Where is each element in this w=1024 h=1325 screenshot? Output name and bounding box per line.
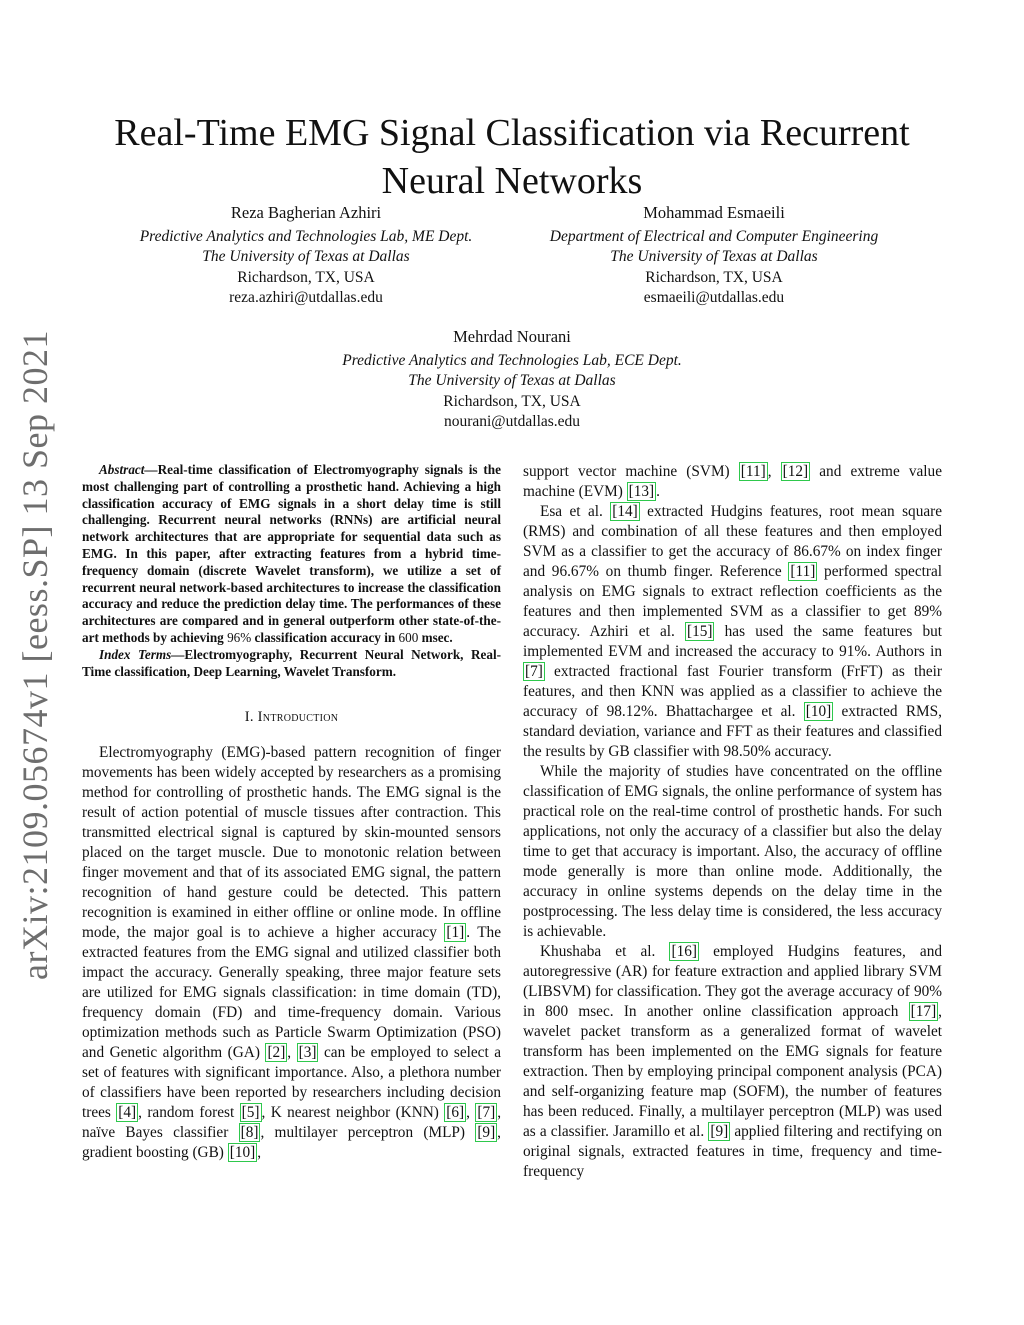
citation-link[interactable]: [13] xyxy=(628,483,655,500)
text-run: support vector machine (SVM) xyxy=(523,463,730,480)
left-column xyxy=(82,462,501,1163)
abstract-mid: classification accuracy in xyxy=(254,629,396,645)
citation-link[interactable]: [6] xyxy=(446,1104,465,1122)
text-run: . The extracted features from the EMG signal and utilized classifier both impact the accuracy. Generally speaking, three major feature sets are utilized for EMG signals classification: in time domain (TD), frequency domain (FD) and time-frequency domain. Various optimization methods such as Particle Swarm Optimization (PSO) and Genetic algorithm (GA) xyxy=(82,924,501,1062)
text-run: extracted Hudgins features, root mean square (RMS) and combination of all these features and then employed SVM as a classifier to get the accuracy of 86.67% on index finger and 96.67% on thumb finger. Reference xyxy=(523,503,943,580)
text-run: , multilayer perceptron (MLP) xyxy=(260,1124,466,1142)
citation-link[interactable]: [7] xyxy=(525,663,543,680)
author-block-2 xyxy=(520,203,908,309)
text-run: , gradient boosting (GB) xyxy=(82,1124,501,1162)
abstract-delay: 600 xyxy=(398,629,419,645)
citation-link[interactable]: [9] xyxy=(710,1123,729,1140)
intro-paragraph: Electromyography (EMG)-based pattern recognition of finger movements has been widely accepted by researchers as a promising method for controlling of prosthetic hands. The EMG signal is the result of action potential of muscle tissues after contraction. This transmitted electrical signal is captured by skin-mounted sensors placed on the target muscle. Due to monotonic relation between finger movement and that of its associated EMG signal, the pattern recognition of hand gesture could be detected. This pattern recognition is examined in either offline or online mode. In offline mode, the major goal is to achieve a higher accuracy [1] . The extracted features from the EMG signal and utilized classifier both impact the accuracy. Generally speaking, three major feature sets are utilized for EMG signals classification: in time domain (TD), frequency domain (FD) and time-frequency domain. Various optimization methods such as Particle Swarm Optimization (PSO) and Genetic algorithm (GA) [2] , [3] can be employed to select a set of features with significant importance. Also, a plethora number of classifiers have been reported by researchers including decision trees [4] , random forest [5] , K nearest neighbor (KNN) [6] , [7] , naïve Bayes classifier [8] , multilayer perceptron (MLP) [9] , gradient boosting (GB) [10] , xyxy=(82,744,502,1162)
author-dept: Predictive Analytics and Technologies Lab, ECE Dept. xyxy=(342,351,682,369)
citation-link[interactable]: [16] xyxy=(671,943,697,960)
citation-link[interactable]: [14] xyxy=(612,503,638,520)
text-run: extracted RMS, standard deviation, variance and FFT as their features and classified the results by GB classifier with 98.50% accuracy. xyxy=(523,703,942,760)
text-run: Electromyography (EMG)-based pattern recognition of finger movements has been widely accepted by researchers as a promising method for controlling of prosthetic hands. The EMG signal is the result of action potential of muscle tissues after contraction. This transmitted electrical signal is captured by skin-mounted sensors placed on the target muscle. Due to monotonic relation between finger movement and that of its associated EMG signal, the pattern recognition of hand gesture could be detected. This pattern recognition is examined in either offline or online mode. In offline mode, the major goal is to achieve a higher accuracy xyxy=(82,744,501,942)
author-block-1 xyxy=(112,203,500,309)
citation-link[interactable]: [5] xyxy=(241,1104,260,1122)
citation-link[interactable]: [12] xyxy=(782,463,809,480)
text-run: , wavelet packet transform as a generalized format of wavelet transform has been implemented on the EMG signals for feature extraction. Then by employing principal component analysis (PCA) and self-organizing feature map (SOFM), the number of features has been reduced. Finally, a multilayer perceptron (MLP) was used as a classifier. Jaramillo et al. xyxy=(523,1003,942,1140)
text-run: extracted fractional fast Fourier transform (FrFT) as their features, and then KNN was applied as a classifier to achieve the accuracy of 98.12%. Bhattachargee et al. xyxy=(523,663,942,720)
right-column xyxy=(523,462,942,1182)
author-university: The University of Texas at Dallas xyxy=(408,372,616,389)
citation-link[interactable]: [2] xyxy=(267,1044,286,1062)
author-name: Reza Bagherian Azhiri xyxy=(230,203,382,222)
abstract-label: Abstract— xyxy=(99,462,158,477)
text-run: , naïve Bayes classifier xyxy=(82,1104,502,1142)
body-paragraph xyxy=(523,942,942,1182)
text-run: employed Hudgins features, and autoregressive (AR) for feature extraction and applied library SVM (LIBSVM) for classification. They got the average accuracy of 90% in 800 msec. In another online classification approach xyxy=(523,943,942,1020)
section-heading: I. Introduction xyxy=(244,709,339,726)
text-run: applied filtering and rectifying on original signals, extracted features in time, frequency and time-frequency xyxy=(523,1123,943,1180)
arxiv-identifier-text: arXiv:2109.05674v1 [eess.SP] 13 Sep 2021 xyxy=(15,330,55,980)
text-run: has used the same features but implemented EVM and increased the accuracy to 91%. Authors in xyxy=(523,623,942,660)
citation-link[interactable]: [11] xyxy=(740,463,766,480)
citation-link[interactable]: [15] xyxy=(686,623,713,640)
author-city: Richardson, TX, USA xyxy=(443,392,581,410)
citation-link[interactable]: [10] xyxy=(229,1144,256,1162)
index-terms-label: Index Terms— xyxy=(99,646,185,662)
body-paragraph: While the majority of studies have concentrated on the offline classification of EMG signals, the online performance of system has practical role on the real-time control of prosthetic hands. For such applications, not only the accuracy of a classifier but also the delay time to get that accuracy is important. Also, the accuracy of offline mode generally is more than online mode. Additionally, the accuracy in online systems depends on the delay time in the postprocessing. The less delay time is considered, the less accuracy is achievable. xyxy=(523,763,942,940)
index-terms-text: Electromyography, Recurrent Neural Network, Real-Time classification, Deep Learning, Wavelet Transform. xyxy=(82,646,501,679)
author-city: Richardson, TX, USA xyxy=(237,268,375,286)
index-terms xyxy=(82,647,501,681)
citation-link[interactable]: [10] xyxy=(805,703,832,720)
author-block-3 xyxy=(290,327,734,433)
body-paragraph xyxy=(523,502,942,762)
citation-link[interactable]: [8] xyxy=(240,1124,259,1142)
abstract xyxy=(82,462,501,647)
arxiv-identifier xyxy=(10,330,60,980)
text-run: Esa et al. xyxy=(540,503,603,520)
citation-link[interactable]: [4] xyxy=(118,1104,137,1122)
citation-link[interactable]: [1] xyxy=(446,924,465,942)
paper-title: Real-Time EMG Signal Classification via Recurrent Neural Networks xyxy=(114,112,910,203)
citation-link[interactable]: [7] xyxy=(477,1104,496,1122)
author-university: The University of Texas at Dallas xyxy=(610,248,818,265)
citation-link[interactable]: [3] xyxy=(298,1044,317,1062)
author-university: The University of Texas at Dallas xyxy=(202,248,410,265)
citation-link[interactable]: [11] xyxy=(790,563,816,580)
citation-link[interactable]: [17] xyxy=(910,1003,937,1020)
author-city: Richardson, TX, USA xyxy=(645,268,783,286)
text-run: , K nearest neighbor (KNN) xyxy=(261,1104,439,1122)
abstract-text: Real-time classification of Electromyography signals is the most challenging part of controlling a prosthetic hand. Achieving a high classification accuracy of EMG signals in a short delay time is still challenging. Recurrent neural networks (RNNs) are artificial neural network architectures that are appropriate for sequential data such as EMG. In this paper, after extracting features from a hybrid time-frequency domain (discrete Wavelet transform), we utilize a set of recurrent neural network-based architectures to increase the classification accuracy and reduce the prediction delay time. The performances of these architectures are compared and in general outperform other state-of-the-art methods by achieving xyxy=(82,462,501,645)
text-run: performed spectral analysis on EMG signals to extract reflection coefficients as the features and then implemented SVM as a classifier to get 89% accuracy. Azhiri et al. xyxy=(523,563,943,640)
author-email: reza.azhiri@utdallas.edu xyxy=(229,289,383,306)
author-name: Mohammad Esmaeili xyxy=(643,203,785,222)
body-paragraph: support vector machine (SVM) [11] , [12] and extreme value machine (EVM) [13] . xyxy=(523,463,942,500)
author-email: nourani@utdallas.edu xyxy=(443,413,581,430)
citation-link[interactable]: [9] xyxy=(477,1124,496,1142)
author-email: esmaeili@utdallas.edu xyxy=(643,289,785,306)
text-run: , random forest xyxy=(138,1104,235,1122)
author-name: Mehrdad Nourani xyxy=(453,327,571,346)
author-dept: Department of Electrical and Computer Engineering xyxy=(549,227,879,245)
author-dept: Predictive Analytics and Technologies Lab, ME Dept. xyxy=(139,227,473,245)
abstract-accuracy: 96% xyxy=(227,629,252,645)
abstract-end: msec. xyxy=(421,629,453,645)
text-run: Khushaba et al. xyxy=(540,943,656,960)
text-run: can be employed to select a set of features with significant importance. Also, a plethora number of classifiers have been reported by researchers including decision trees xyxy=(82,1044,502,1122)
text-run: and extreme value machine (EVM) xyxy=(523,463,942,500)
